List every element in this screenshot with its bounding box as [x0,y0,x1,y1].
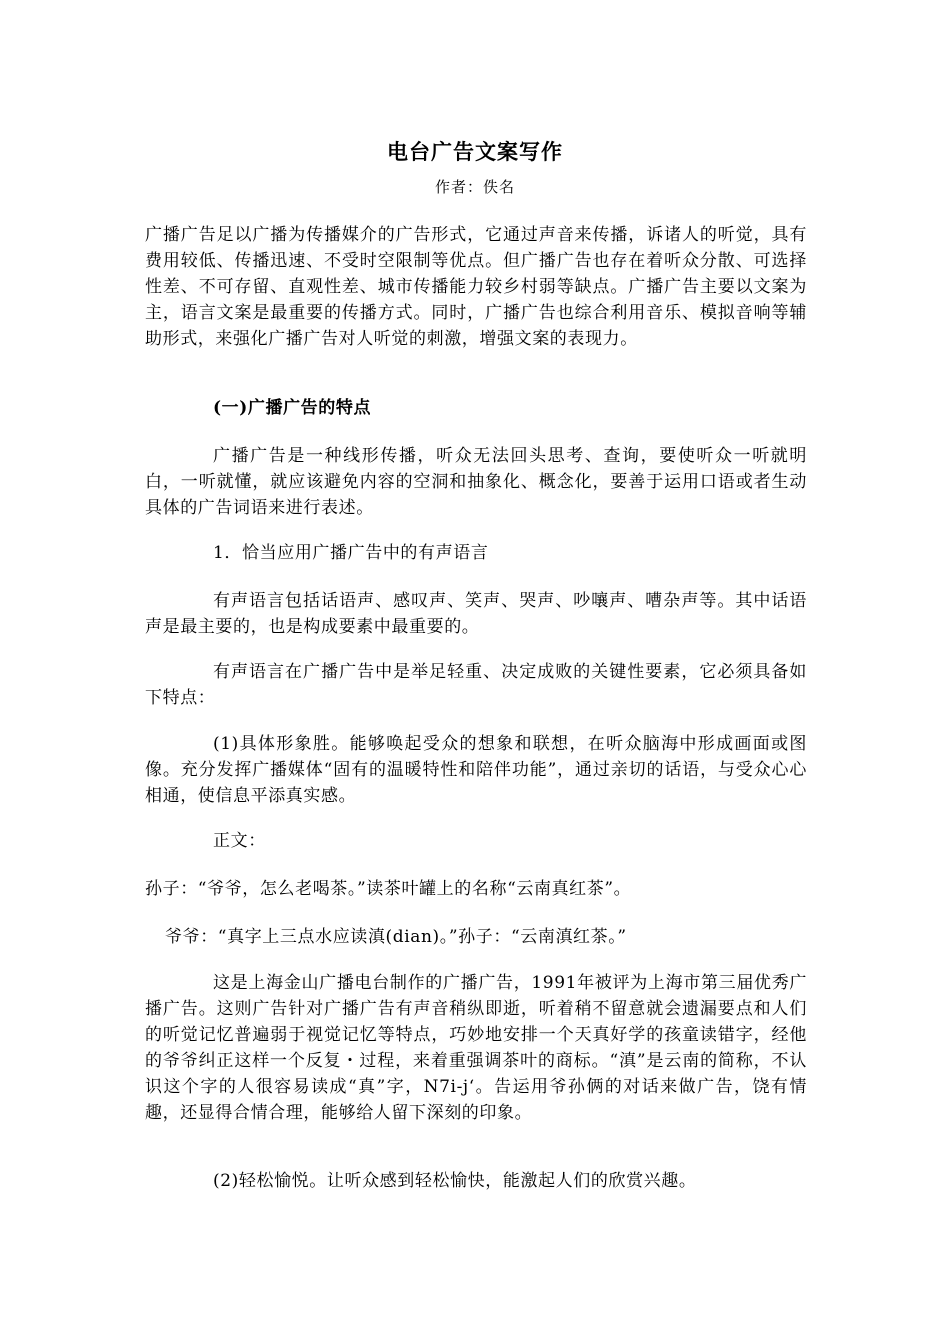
paragraph-point-2: (2)轻松愉悦。让听众感到轻松愉快，能激起人们的欣赏兴趣。 [213,1171,697,1191]
paragraph-point-1: (1)具体形象胜。能够唤起受众的想象和联想，在听众脑海中形成画面或图像。充分发挥广播媒体“固有的温暖特性和陪伴功能”，通过亲切的话语，与受众心心相通，使信息平添真实感。 [145,734,807,806]
document-author: 作者：佚名 [434,178,515,196]
subheading-voice-language: 1．恰当应用广播广告中的有声语言 [213,543,489,563]
paragraph-dialogue-1: 孙子：“爷爷，怎么老喝茶。”读茶叶罐上的名称“云南真红茶”。 [145,879,632,899]
paragraph-voice-importance: 有声语言在广播广告中是举足轻重、决定成败的关键性要素，它必须具备如下特点： [145,662,807,708]
document-title: 电台广告文案写作 [387,139,563,164]
paragraph-dialogue-2: 爷爷：“真字上三点水应读滇(dian)。”孙子：“云南滇红茶。” [165,927,627,947]
paragraph-body-label: 正文： [213,831,266,851]
paragraph-characteristics: 广播广告是一种线形传播，听众无法回头思考、查询，要使听众一听就明白，一听就懂，就应该避免内容的空洞和抽象化、概念化，要善于运用口语或者生动具体的广告词语来进行表述。 [145,446,807,518]
paragraph-voice-types: 有声语言包括话语声、感叹声、笑声、哭声、吵嚷声、嘈杂声等。其中话语声是最主要的，也是构成要素中最重要的。 [145,591,807,637]
paragraph-intro: 广播广告足以广播为传播媒介的广告形式，它通过声音来传播，诉诸人的听觉，具有费用较低、传播迅速、不受时空限制等优点。但广播广告也存在着听众分散、可选择性差、不可存留、直观性差、城市传播能力较乡村弱等缺点。广播广告主要以文案为主，语言文案是最重要的传播方式。同时，广播广告也综合利用音乐、模拟音响等辅助形式，来强化广播广告对人听觉的刺激，增强文案的表现力。 [145,225,807,349]
paragraph-analysis: 这是上海金山广播电台制作的广播广告，1991年被评为上海市第三届优秀广播广告。这则广告针对广播广告有声音稍纵即逝，听着稍不留意就会遗漏要点和人们的听觉记忆普遍弱于视觉记忆等特点，巧妙地安排一个天真好学的孩童读错字，经他的爷爷纠正这样一个反复・过程，来着重强调茶叶的商标。“滇”是云南的简称，不认识这个字的人很容易读成“真”字，N7i-j‘。告运用爷孙俩的对话来做广告，饶有情趣，还显得合情合理，能够给人留下深刻的印象。 [145,973,807,1123]
section-heading: (一)广播广告的特点 [213,398,372,418]
